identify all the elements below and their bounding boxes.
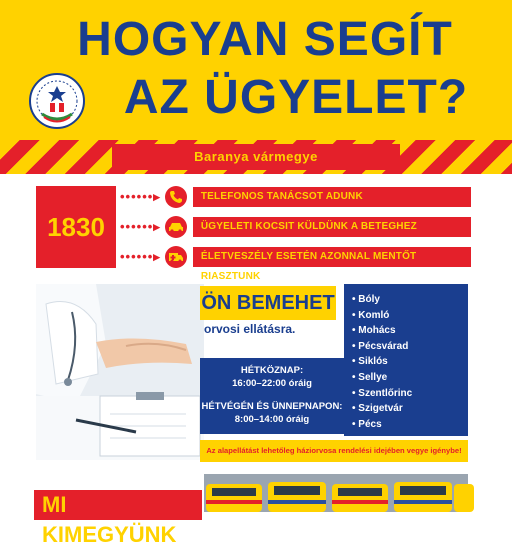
town-item: • Bóly (352, 294, 380, 305)
phone-icon (165, 186, 187, 208)
primary-care-note: Az alapellátást lehetőleg háziorvosa rendelési idejében vegye igénybe! (200, 440, 468, 462)
weekday-label: HÉTKÖZNAP: (240, 365, 304, 376)
emergency-service-logo (28, 72, 86, 130)
service-list (120, 186, 472, 282)
town-item: • Pécsvárad (352, 340, 409, 352)
phone-number-box: 1830 (36, 186, 116, 268)
town-item: • Mohács (352, 325, 396, 337)
opening-hours-box (200, 358, 344, 434)
town-item: • Pécs (352, 418, 382, 430)
visit-subtext: orvosi ellátásra. (204, 322, 296, 336)
service-label: ÜGYELETI KOCSIT KÜLDÜNK A BETEGHEZ (193, 217, 471, 237)
service-item (120, 246, 472, 282)
dotted-connector: ••••••▸ (120, 189, 161, 204)
service-label: TELEFONOS TANÁCSOT ADUNK (193, 187, 471, 207)
ambulance-fleet-photo (204, 474, 468, 512)
weekday-hours: 16:00–22:00 óráig (232, 378, 312, 389)
bottom-heading: MI KIMEGYÜNK (34, 490, 202, 520)
town-list (344, 284, 468, 436)
ambulance-icon (165, 246, 187, 268)
weekend-label: HÉTVÉGÉN ÉS ÜNNEPNAPON: (201, 401, 343, 412)
town-item: • Sellye (352, 371, 388, 383)
town-item: • Siklós (352, 356, 388, 368)
car-icon (165, 216, 187, 238)
doctor-consultation-photo (36, 284, 204, 460)
service-label: ÉLETVESZÉLY ESETÉN AZONNAL MENTŐT RIASZTUNK (193, 247, 471, 267)
dotted-connector: ••••••▸ (120, 219, 161, 234)
town-item: • Szentlőrinc (352, 387, 413, 399)
service-item (120, 186, 472, 208)
service-item (120, 216, 472, 238)
town-item: • Komló (352, 309, 390, 321)
visit-heading: ÖN BEMEHET (200, 286, 336, 320)
dotted-connector: ••••••▸ (120, 249, 161, 264)
town-item: • Szigetvár (352, 403, 403, 415)
title-line-2: AZ ÜGYELET? (123, 71, 469, 124)
region-label: Baranya vármegye (112, 144, 400, 170)
title-line-1: HOGYAN SEGÍT (77, 13, 453, 66)
weekend-hours: 8:00–14:00 óráig (234, 414, 310, 425)
